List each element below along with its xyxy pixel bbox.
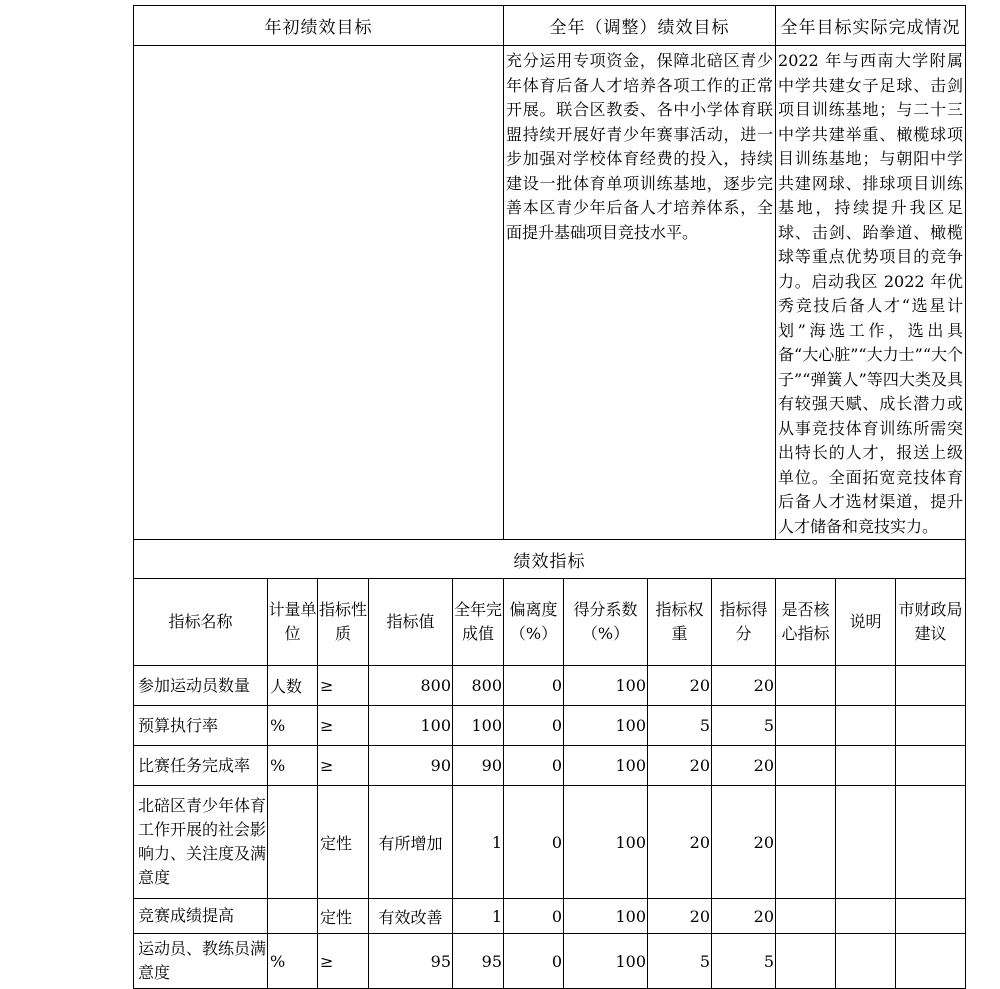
row-score: 20 bbox=[712, 899, 776, 934]
row-nature: ≥ bbox=[318, 666, 369, 706]
row-note bbox=[836, 666, 896, 706]
row-core bbox=[776, 746, 836, 786]
col-header-name: 指标名称 bbox=[134, 579, 268, 666]
row-value: 800 bbox=[369, 666, 453, 706]
row-weight: 20 bbox=[648, 746, 712, 786]
row-name: 比赛任务完成率 bbox=[134, 746, 268, 786]
header-initial-target: 年初绩效目标 bbox=[134, 6, 504, 46]
row-note bbox=[836, 706, 896, 746]
actual-completion-text: 2022 年与西南大学附属中学共建女子足球、击剑项目训练基地；与二十三中学共建举重、橄榄球项目训练基地；与朝阳中学共建网球、排球项目训练基地，持续提升我区足球、击剑、跆拳道、橄榄球等重点优势项目的竞争力。启动我区 2022 年优秀竞技后备人才“选星计划”海选工作，选出具备“大心脏”“大力士”“大个子”“弹簧人”等四大类及具有较强天赋、成长潜力或从事竞技体育训练所需突出特长的人才，报送上级单位。全面拓宽竞技体育后备人才选材渠道，提升人才储备和竞技实力。 bbox=[776, 46, 966, 540]
row-name: 参加运动员数量 bbox=[134, 666, 268, 706]
col-header-value: 指标值 bbox=[369, 579, 453, 666]
row-done: 95 bbox=[453, 934, 504, 989]
table-row bbox=[134, 666, 966, 706]
row-nature: ≥ bbox=[318, 746, 369, 786]
row-deviation: 0 bbox=[504, 666, 564, 706]
row-score: 5 bbox=[712, 934, 776, 989]
col-header-score: 指标得分 bbox=[712, 579, 776, 666]
row-unit: 人数 bbox=[268, 666, 318, 706]
row-weight: 5 bbox=[648, 706, 712, 746]
row-deviation: 0 bbox=[504, 786, 564, 899]
col-header-core: 是否核心指标 bbox=[776, 579, 836, 666]
col-header-coefficient: 得分系数（%） bbox=[564, 579, 648, 666]
row-value: 90 bbox=[369, 746, 453, 786]
performance-table bbox=[133, 5, 966, 989]
table-row bbox=[134, 706, 966, 746]
row-unit: % bbox=[268, 746, 318, 786]
row-value: 95 bbox=[369, 934, 453, 989]
row-nature: 定性 bbox=[318, 786, 369, 899]
col-header-unit: 计量单位 bbox=[268, 579, 318, 666]
col-header-deviation: 偏离度（%） bbox=[504, 579, 564, 666]
row-deviation: 0 bbox=[504, 746, 564, 786]
row-nature: ≥ bbox=[318, 934, 369, 989]
row-deviation: 0 bbox=[504, 934, 564, 989]
adjusted-target-text: 充分运用专项资金，保障北碚区青少年体育后备人才培养各项工作的正常开展。联合区教委、各中小学体育联盟持续开展好青少年赛事活动，进一步加强对学校体育经费的投入，持续建设一批体育单项训练基地，逐步完善本区青少年后备人才培养体系，全面提升基础项目竞技水平。 bbox=[504, 46, 776, 540]
initial-target-text bbox=[134, 46, 504, 540]
row-name: 预算执行率 bbox=[134, 706, 268, 746]
row-name: 北碚区青少年体育工作开展的社会影响力、关注度及满意度 bbox=[134, 786, 268, 899]
row-weight: 20 bbox=[648, 899, 712, 934]
row-core bbox=[776, 934, 836, 989]
row-coefficient: 100 bbox=[564, 934, 648, 989]
row-value: 有效改善 bbox=[369, 899, 453, 934]
row-done: 1 bbox=[453, 899, 504, 934]
table-row bbox=[134, 899, 966, 934]
row-unit: % bbox=[268, 706, 318, 746]
row-note bbox=[836, 786, 896, 899]
row-core bbox=[776, 786, 836, 899]
row-done: 1 bbox=[453, 786, 504, 899]
row-coefficient: 100 bbox=[564, 666, 648, 706]
row-score: 20 bbox=[712, 786, 776, 899]
row-deviation: 0 bbox=[504, 899, 564, 934]
row-coefficient: 100 bbox=[564, 706, 648, 746]
row-score: 20 bbox=[712, 666, 776, 706]
row-nature: 定性 bbox=[318, 899, 369, 934]
table-row bbox=[134, 934, 966, 989]
row-done: 90 bbox=[453, 746, 504, 786]
row-unit: % bbox=[268, 934, 318, 989]
row-note bbox=[836, 934, 896, 989]
row-score: 20 bbox=[712, 746, 776, 786]
table-row bbox=[134, 786, 966, 899]
row-score: 5 bbox=[712, 706, 776, 746]
row-weight: 20 bbox=[648, 666, 712, 706]
row-advice bbox=[896, 786, 966, 899]
row-advice bbox=[896, 899, 966, 934]
row-advice bbox=[896, 706, 966, 746]
row-core bbox=[776, 899, 836, 934]
col-header-done: 全年完成值 bbox=[453, 579, 504, 666]
row-deviation: 0 bbox=[504, 706, 564, 746]
row-note bbox=[836, 899, 896, 934]
header-adjusted-target: 全年（调整）绩效目标 bbox=[504, 6, 776, 46]
row-coefficient: 100 bbox=[564, 899, 648, 934]
row-core bbox=[776, 666, 836, 706]
row-weight: 5 bbox=[648, 934, 712, 989]
row-value: 有所增加 bbox=[369, 786, 453, 899]
row-core bbox=[776, 706, 836, 746]
row-name: 运动员、教练员满意度 bbox=[134, 934, 268, 989]
row-weight: 20 bbox=[648, 786, 712, 899]
row-note bbox=[836, 746, 896, 786]
row-done: 800 bbox=[453, 666, 504, 706]
row-unit bbox=[268, 786, 318, 899]
header-actual-completion: 全年目标实际完成情况 bbox=[776, 6, 966, 46]
performance-section-title: 绩效指标 bbox=[134, 540, 966, 579]
row-coefficient: 100 bbox=[564, 786, 648, 899]
row-done: 100 bbox=[453, 706, 504, 746]
row-value: 100 bbox=[369, 706, 453, 746]
col-header-weight: 指标权重 bbox=[648, 579, 712, 666]
table-row bbox=[134, 746, 966, 786]
col-header-nature: 指标性质 bbox=[318, 579, 369, 666]
row-advice bbox=[896, 746, 966, 786]
col-header-advice: 市财政局建议 bbox=[896, 579, 966, 666]
row-advice bbox=[896, 934, 966, 989]
row-nature: ≥ bbox=[318, 706, 369, 746]
row-unit bbox=[268, 899, 318, 934]
row-name: 竞赛成绩提高 bbox=[134, 899, 268, 934]
col-header-note: 说明 bbox=[836, 579, 896, 666]
row-advice bbox=[896, 666, 966, 706]
row-coefficient: 100 bbox=[564, 746, 648, 786]
